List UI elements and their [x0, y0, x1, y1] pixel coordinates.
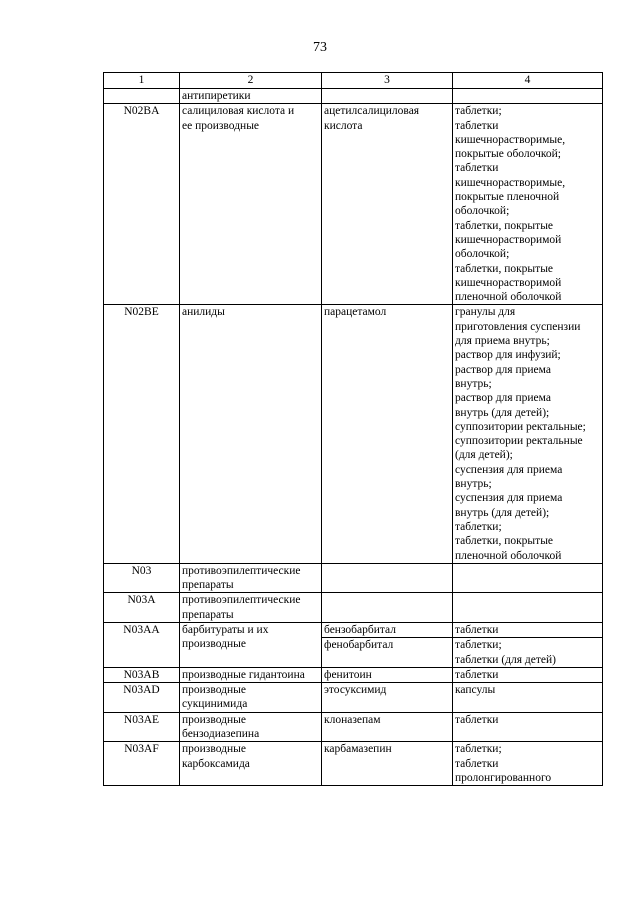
dosage-forms-cell [453, 712, 603, 742]
table-row [104, 593, 603, 623]
dosage-form-line: таблетки [455, 119, 499, 132]
dosage-form-line: капсулы [455, 684, 496, 697]
table-row [104, 742, 603, 786]
group-name-line: препараты [182, 608, 234, 621]
substance-line: этосуксимид [324, 684, 387, 697]
column-number-2: 2 [180, 73, 322, 89]
substance-cell [322, 593, 453, 623]
dosage-forms-cell [453, 667, 603, 682]
dosage-forms-cell [453, 593, 603, 623]
substance-line: фенитоин [324, 668, 372, 681]
column-number-1: 1 [104, 73, 180, 89]
substance-line: бензобарбитал [324, 623, 397, 636]
table-body [104, 73, 603, 786]
dosage-form-line: таблетки, покрытые [455, 262, 554, 275]
dosage-forms-cell [453, 742, 603, 786]
dosage-form-line: таблетки [455, 623, 499, 636]
dosage-form-line: кишечнорастворимые, [455, 133, 566, 146]
dosage-form-line: пролонгированного [455, 771, 552, 784]
substance-cell [322, 712, 453, 742]
group-name-cell [180, 305, 322, 563]
group-name-line: противоэпилептические [182, 564, 301, 577]
dosage-form-line: оболочкой; [455, 248, 510, 261]
page-number: 73 [313, 40, 327, 55]
dosage-form-line: таблетки [455, 162, 499, 175]
table-row [104, 305, 603, 563]
group-name-cell [180, 593, 322, 623]
dosage-form-line: суспензия для приема [455, 492, 563, 505]
dosage-forms-cell [453, 104, 603, 305]
continuation-forms-cell [453, 89, 603, 104]
table-row [104, 104, 603, 305]
substance-cell [322, 622, 453, 637]
dosage-form-line: (для детей); [455, 449, 513, 462]
group-name-cell [180, 683, 322, 713]
group-name-cell [180, 742, 322, 786]
substance-cell [322, 742, 453, 786]
group-name-line: производные [182, 638, 246, 651]
atc-code-cell: N03AD [104, 683, 180, 713]
group-name-line: салициловая кислота и [182, 105, 295, 118]
dosage-form-line: гранулы для [455, 306, 516, 319]
table-row [104, 683, 603, 713]
dosage-form-line: покрытые оболочкой; [455, 148, 561, 161]
dosage-form-line: внутрь; [455, 377, 492, 390]
dosage-form-line: таблетки, покрытые [455, 535, 554, 548]
substance-line: ацетилсалициловая [324, 105, 420, 118]
continuation-row [104, 89, 603, 104]
dosage-form-line: кишечнорастворимой [455, 276, 562, 289]
dosage-form-line: таблетки; [455, 743, 502, 756]
dosage-forms-cell [453, 638, 603, 668]
dosage-form-line: пленочной оболочкой [455, 291, 562, 304]
substance-cell [322, 667, 453, 682]
dosage-form-line: таблетки; [455, 105, 502, 118]
table-row [104, 712, 603, 742]
group-name-cell [180, 104, 322, 305]
dosage-form-line: раствор для приема [455, 392, 551, 405]
dosage-form-line: раствор для инфузий; [455, 349, 561, 362]
dosage-form-line: таблетки; [455, 520, 502, 533]
group-name-line: ее производные [182, 119, 260, 132]
dosage-form-line: кишечнорастворимой [455, 233, 562, 246]
group-name-line: производные гидантоина [182, 668, 305, 681]
atc-code-cell: N02BE [104, 305, 180, 563]
substance-line: клоназепам [324, 713, 381, 726]
continuation-substance-cell [322, 89, 453, 104]
dosage-form-line: суспензия для приема [455, 463, 563, 476]
atc-code-cell: N03 [104, 563, 180, 593]
dosage-form-line: приготовления суспензии [455, 320, 581, 333]
column-number-3: 3 [322, 73, 453, 89]
substance-line: карбамазепин [324, 743, 392, 756]
group-name-line: производные [182, 743, 246, 756]
dosage-form-line: внутрь (для детей); [455, 506, 550, 519]
dosage-form-line: раствор для приема [455, 363, 551, 376]
substance-line: фенобарбитал [324, 639, 394, 652]
dosage-form-line: для приема внутрь; [455, 335, 550, 348]
dosage-form-line: оболочкой; [455, 205, 510, 218]
group-name-cell [180, 712, 322, 742]
dosage-form-line: суппозитории ректальные [455, 435, 583, 448]
group-name-cell [180, 667, 322, 682]
substance-cell [322, 305, 453, 563]
substance-line: кислота [324, 119, 363, 132]
dosage-form-line: таблетки (для детей) [455, 653, 556, 666]
dosage-form-line: пленочной оболочкой [455, 549, 562, 562]
group-name-line: барбитураты и их [182, 623, 269, 636]
dosage-form-line: кишечнорастворимые, [455, 176, 566, 189]
substance-line: парацетамол [324, 306, 387, 319]
column-number-row [104, 73, 603, 89]
group-name-line: производные [182, 713, 246, 726]
dosage-forms-cell [453, 683, 603, 713]
dosage-forms-cell [453, 563, 603, 593]
group-name-line: сукцинимида [182, 698, 248, 711]
group-name-line: противоэпилептические [182, 594, 301, 607]
dosage-forms-cell [453, 622, 603, 637]
atc-code-cell: N03A [104, 593, 180, 623]
group-name-line: карбоксамида [182, 757, 250, 770]
dosage-form-line: внутрь (для детей); [455, 406, 550, 419]
atc-code-cell: N03AA [104, 622, 180, 667]
group-name-line: бензодиазепина [182, 728, 260, 741]
group-name-cell [180, 563, 322, 593]
atc-code-cell: N02BA [104, 104, 180, 305]
dosage-form-line: покрытые пленочной [455, 191, 560, 204]
group-name-line: препараты [182, 579, 234, 592]
table-row [104, 667, 603, 682]
dosage-form-line: таблетки [455, 668, 499, 681]
continuation-code-cell [104, 89, 180, 104]
continuation-group-cell: антипиретики [180, 89, 322, 104]
group-name-line: анилиды [182, 306, 225, 319]
atc-code-cell: N03AF [104, 742, 180, 786]
dosage-form-line: таблетки [455, 757, 499, 770]
dosage-forms-cell [453, 305, 603, 563]
atc-code-cell: N03AE [104, 712, 180, 742]
substance-cell [322, 683, 453, 713]
dosage-form-line: таблетки; [455, 639, 502, 652]
dosage-form-line: таблетки, покрытые [455, 219, 554, 232]
group-name-line: производные [182, 684, 246, 697]
dosage-form-line: таблетки [455, 713, 499, 726]
dosage-form-line: внутрь; [455, 478, 492, 491]
substance-cell [322, 638, 453, 668]
substance-cell [322, 563, 453, 593]
substance-cell [322, 104, 453, 305]
drug-classification-table [103, 72, 603, 786]
dosage-form-line: суппозитории ректальные; [455, 420, 586, 433]
atc-code-cell: N03AB [104, 667, 180, 682]
group-name-cell [180, 622, 322, 667]
table-row [104, 563, 603, 593]
table-row [104, 622, 603, 637]
column-number-4: 4 [453, 73, 603, 89]
